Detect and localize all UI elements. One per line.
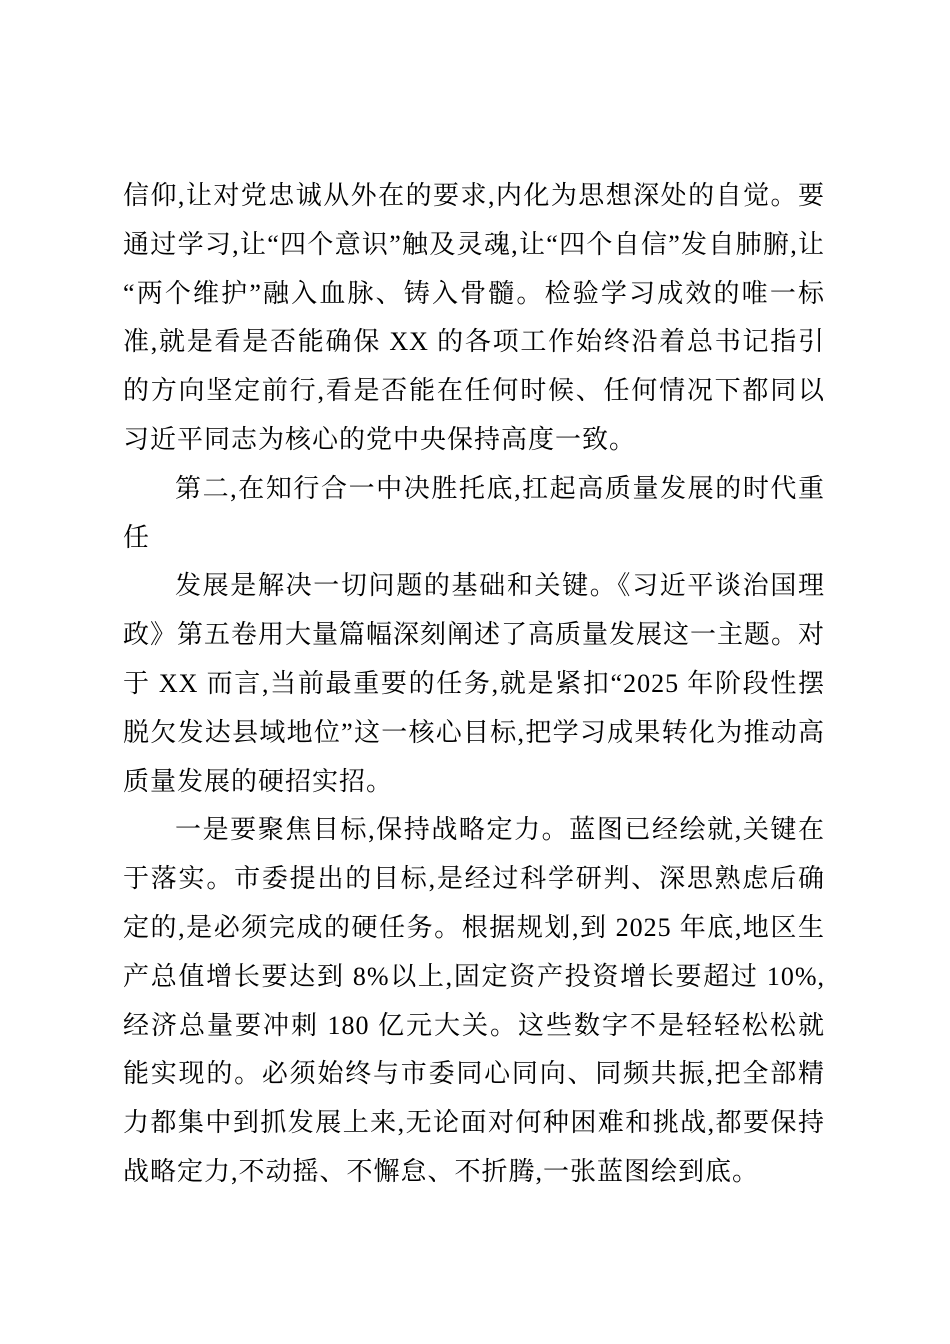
paragraph-3: 发展是解决一切问题的基础和关键。《习近平谈治国理政》第五卷用大量篇幅深刻阐述了高质量发展这一主题。对于 XX 而言,当前最重要的任务,就是紧扣“2025 年阶段性摆脱欠发达县域地位”这一核心目标,把学习成果转化为推动高质量发展的硬招实招。 — [123, 571, 826, 796]
paragraph-1: 信仰,让对党忠诚从外在的要求,内化为思想深处的自觉。要通过学习,让“四个意识”触及灵魂,让“四个自信”发自肺腑,让“两个维护”融入血脉、铸入骨髓。检验学习成效的唯一标准,就是看是否能确保 XX 的各项工作始终沿着总书记指引的方向坚定前行,看是否能在任何时候、任何情况下都同以习近平同志为核心的党中央保持高度一致。 — [123, 181, 825, 454]
paragraph-4: 一是要聚焦目标,保持战略定力。蓝图已经绘就,关键在于落实。市委提出的目标,是经过科学研判、深思熟虑后确定的,是必须完成的硬任务。根据规划,到 2025 年底,地区生产总值增长要达到 8%以上,固定资产投资增长要超过 10%,经济总量要冲刺 180 亿元大关。这些数字不是轻轻松松就能实现的。必须始终与市委同心同向、同频共振,把全部精力都集中到抓发展上来,无论面对何种困难和挑战,都要保持战略定力,不动摇、不懈怠、不折腾,一张蓝图绘到底。 — [123, 815, 825, 1186]
document-body — [123, 172, 825, 1197]
paragraph-2: 第二,在知行合一中决胜托底,扛起高质量发展的时代重任 — [123, 473, 825, 552]
